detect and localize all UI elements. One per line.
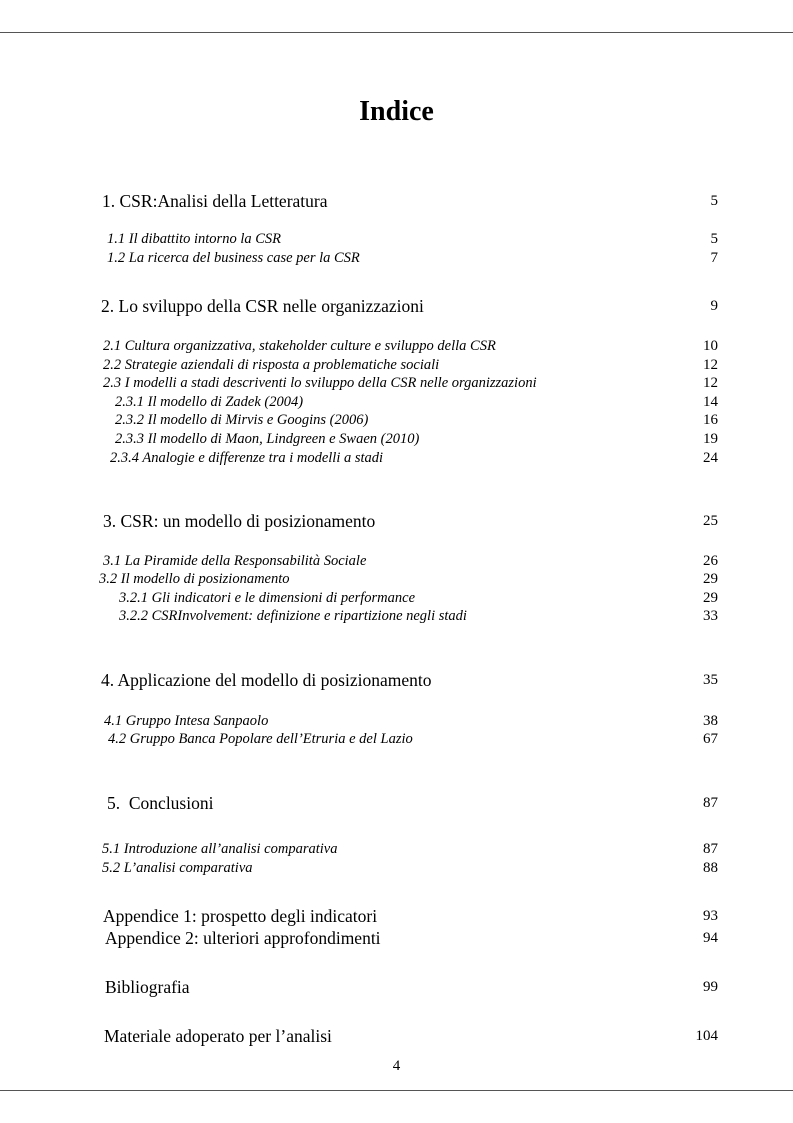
toc-entry-text: 3. CSR: un modello di posizionamento — [103, 511, 376, 531]
toc-entry-text: Materiale adoperato per l’analisi — [104, 1026, 332, 1046]
toc-section-2-3[interactable] — [103, 374, 718, 393]
toc-chapter-1[interactable] — [102, 190, 718, 212]
toc-appendix-2[interactable] — [105, 927, 718, 949]
toc-entry-text: 5. Conclusioni — [107, 793, 214, 813]
toc-entry-text: 2.2 Strategie aziendali di risposta a problematiche sociali — [103, 357, 440, 373]
toc-chapter-4[interactable] — [101, 669, 718, 691]
toc-section-2-3-2[interactable] — [115, 411, 718, 430]
toc-entry-page: 67 — [703, 731, 718, 747]
toc-entry-text: 1. CSR:Analisi della Letteratura — [102, 191, 328, 211]
toc-entry-page: 25 — [703, 513, 718, 529]
toc-section-3-1[interactable] — [103, 552, 718, 571]
top-rule — [0, 32, 793, 33]
toc-entry-text: 1.2 La ricerca del business case per la CSR — [107, 250, 360, 266]
toc-entry-page: 104 — [695, 1028, 718, 1044]
toc-section-5-2[interactable] — [102, 859, 718, 878]
toc-entry-page: 16 — [703, 412, 718, 428]
toc-entry-page: 24 — [703, 450, 718, 466]
toc-section-4-2[interactable] — [108, 730, 718, 749]
toc-entry-text: 2.3.4 Analogie e differenze tra i modelli a stadi — [110, 450, 384, 466]
page-number: 4 — [392, 1058, 401, 1074]
toc-entry-text: 4.1 Gruppo Intesa Sanpaolo — [104, 713, 269, 729]
toc-entry-text: 5.1 Introduzione all’analisi comparativa — [102, 841, 338, 857]
toc-materials[interactable] — [104, 1025, 718, 1047]
toc-entry-text: Bibliografia — [105, 977, 190, 997]
toc-entry-text: 2.3 I modelli a stadi descriventi lo sviluppo della CSR nelle organizzazioni — [103, 375, 537, 391]
toc-entry-text: 5.2 L’analisi comparativa — [102, 860, 253, 876]
toc-section-2-1[interactable] — [103, 337, 718, 356]
toc-entry-page: 12 — [703, 375, 718, 391]
toc-chapter-3[interactable] — [103, 510, 718, 532]
toc-entry-page: 14 — [703, 394, 718, 410]
toc-entry-page: 88 — [703, 860, 718, 876]
toc-entry-page: 38 — [703, 713, 718, 729]
toc-entry-page: 87 — [703, 795, 718, 811]
toc-entry-text: 2. Lo sviluppo della CSR nelle organizzazioni — [101, 296, 424, 316]
toc-section-5-1[interactable] — [102, 840, 718, 859]
toc-section-3-2-2[interactable] — [119, 607, 718, 626]
page-title: Indice — [359, 96, 434, 127]
toc-section-2-2[interactable] — [103, 356, 718, 375]
toc-entry-page: 29 — [703, 590, 718, 606]
toc-entry-text: 2.3.3 Il modello di Maon, Lindgreen e Swaen (2010) — [115, 431, 420, 447]
toc-bibliography[interactable] — [105, 976, 718, 998]
toc-entry-text: 2.3.1 Il modello di Zadek (2004) — [115, 394, 304, 410]
toc-section-3-2[interactable] — [99, 570, 718, 589]
toc-entry-page: 35 — [703, 672, 718, 688]
toc-section-3-2-1[interactable] — [119, 589, 718, 608]
toc-section-2-3-4[interactable] — [110, 449, 718, 468]
toc-entry-page: 10 — [703, 338, 718, 354]
toc-entry-text: 3.1 La Piramide della Responsabilità Sociale — [103, 553, 367, 569]
toc-entry-text: 3.2 Il modello di posizionamento — [99, 571, 290, 587]
toc-entry-page: 5 — [710, 231, 718, 247]
toc-entry-text: 1.1 Il dibattito intorno la CSR — [107, 231, 282, 247]
toc-entry-page: 87 — [703, 841, 718, 857]
toc-entry-page: 93 — [703, 908, 718, 924]
toc-entry-page: 7 — [710, 250, 718, 266]
toc-entry-page: 99 — [703, 979, 718, 995]
toc-section-1-1[interactable] — [107, 230, 718, 249]
toc-entry-text: Appendice 2: ulteriori approfondimenti — [105, 928, 381, 948]
toc-entry-text: 2.3.2 Il modello di Mirvis e Googins (2006) — [115, 412, 369, 428]
toc-entry-page: 12 — [703, 357, 718, 373]
toc-entry-text: Appendice 1: prospetto degli indicatori — [103, 906, 378, 926]
toc-entry-page: 26 — [703, 553, 718, 569]
toc-chapter-2[interactable] — [101, 295, 718, 317]
toc-section-2-3-3[interactable] — [115, 430, 718, 449]
bottom-rule — [0, 1090, 793, 1091]
toc-section-4-1[interactable] — [104, 712, 718, 731]
toc-section-1-2[interactable] — [107, 249, 718, 268]
toc-entry-page: 33 — [703, 608, 718, 624]
toc-entry-text: 4.2 Gruppo Banca Popolare dell’Etruria e del Lazio — [108, 731, 413, 747]
toc-appendix-1[interactable] — [103, 905, 718, 927]
toc-entry-page: 29 — [703, 571, 718, 587]
toc-section-2-3-1[interactable] — [115, 393, 718, 412]
toc-chapter-5[interactable] — [107, 792, 718, 814]
toc-entry-page: 19 — [703, 431, 718, 447]
toc-entry-page: 94 — [703, 930, 718, 946]
toc-entry-page: 5 — [710, 193, 718, 209]
toc-entry-text: 3.2.2 CSRInvolvement: definizione e ripartizione negli stadi — [119, 608, 467, 624]
toc-entry-text: 4. Applicazione del modello di posizionamento — [101, 670, 432, 690]
toc-entry-page: 9 — [710, 298, 718, 314]
toc-entry-text: 3.2.1 Gli indicatori e le dimensioni di performance — [119, 590, 416, 606]
toc-entry-text: 2.1 Cultura organizzativa, stakeholder culture e sviluppo della CSR — [103, 338, 496, 354]
